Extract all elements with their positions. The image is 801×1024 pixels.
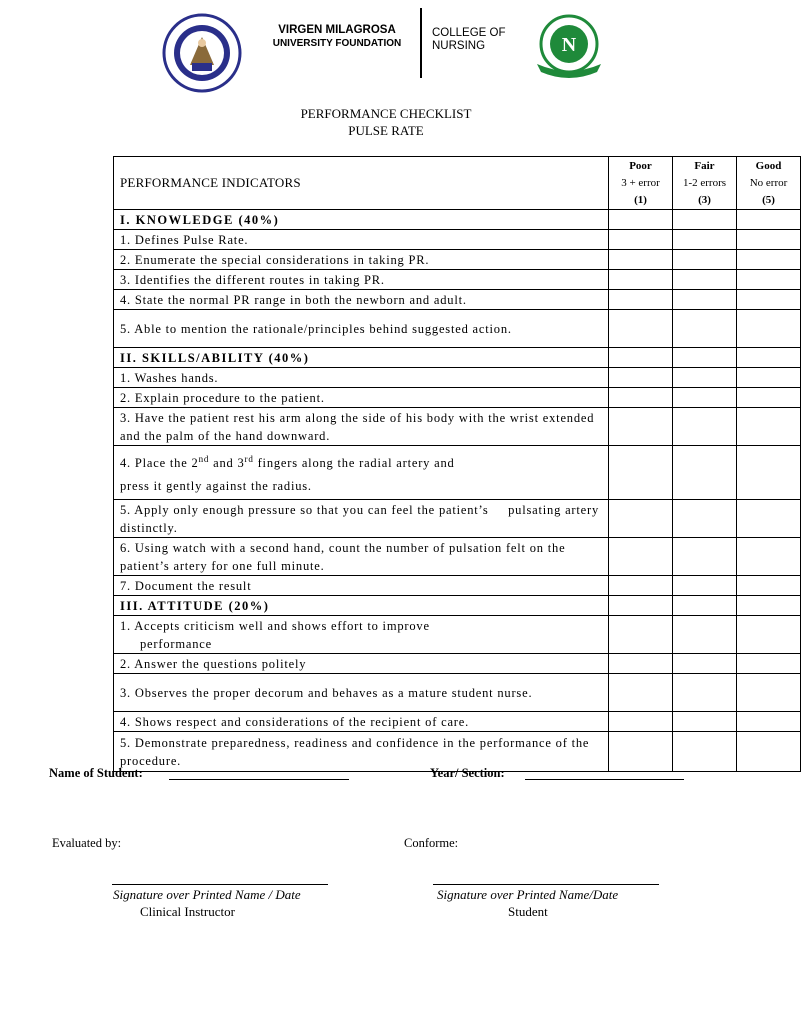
score-cell[interactable] [673,250,737,270]
score-cell[interactable] [737,388,801,408]
indicator-text: 5. Demonstrate preparedness, readiness and confidence in the performance of the procedure. [114,732,609,772]
indicator-text: 1. Washes hands. [114,368,609,388]
conforme-label: Conforme: [404,836,459,850]
college-of-nursing-seal-logo [531,14,607,78]
score-cell[interactable] [673,388,737,408]
indicator-text: 5. Apply only enough pressure so that you can feel the patient’s pulsating artery distinctly. [114,500,609,538]
score-cell[interactable] [609,654,673,674]
score-cell[interactable] [673,408,737,446]
title-line2: PULSE RATE [348,123,424,138]
score-cell[interactable] [737,732,801,772]
college-name-line2: NURSING [432,40,486,52]
student-name-field[interactable] [169,767,349,780]
table-row [114,290,801,310]
score-cell[interactable] [673,348,737,368]
table-row [114,712,801,732]
score-cell[interactable] [609,538,673,576]
document-header [0,0,768,95]
table-header-row [114,157,801,210]
student-signature-caption: Signature over Printed Name/Date [437,887,619,902]
college-name [432,27,506,53]
table-row [114,616,801,654]
score-cell[interactable] [673,500,737,538]
table-row [114,596,801,616]
table-row [114,348,801,368]
table-row [114,250,801,270]
score-cell[interactable] [737,596,801,616]
score-cell[interactable] [609,616,673,654]
indicator-text: 4. Shows respect and considerations of the recipient of care. [114,712,609,732]
score-cell[interactable] [673,538,737,576]
score-cell[interactable] [609,712,673,732]
evaluated-by-label: Evaluated by: [52,836,122,850]
column-header-fair: Fair 1-2 errors (3) [673,157,737,210]
score-cell[interactable] [673,616,737,654]
indicator-text: 5. Able to mention the rationale/principles behind suggested action. [114,310,609,348]
score-cell[interactable] [609,408,673,446]
indicator-text: 6. Using watch with a second hand, count the number of pulsation felt on the patient’s artery for one full minute. [114,538,609,576]
student-name-label: Name of Student: [49,766,143,780]
score-cell[interactable] [737,616,801,654]
score-cell[interactable] [609,348,673,368]
indicator-text: 2. Answer the questions politely [114,654,609,674]
table-row [114,368,801,388]
score-cell[interactable] [609,576,673,596]
table-row [114,654,801,674]
indicator-text: 7. Document the result [114,576,609,596]
score-cell[interactable] [609,310,673,348]
score-cell[interactable] [609,388,673,408]
title-line1: PERFORMANCE CHECKLIST [300,106,472,121]
table-row [114,446,801,500]
score-cell[interactable] [609,230,673,250]
score-cell[interactable] [673,674,737,712]
score-cell[interactable] [737,368,801,388]
svg-text:N: N [561,34,577,56]
indicator-text: 3. Identifies the different routes in taking PR. [114,270,609,290]
score-cell[interactable] [673,446,737,500]
checklist-table-container [113,156,793,766]
score-cell[interactable] [609,368,673,388]
header-divider [420,8,422,78]
table-row [114,674,801,712]
university-name-line1: VIRGEN MILAGROSA [278,24,396,36]
indicator-text: 1. Accepts criticism well and shows effort to improve performance [114,616,609,654]
table-row [114,408,801,446]
score-cell[interactable] [673,368,737,388]
indicator-text: 2. Enumerate the special considerations in taking PR. [114,250,609,270]
score-cell[interactable] [737,310,801,348]
section-heading-skills: II. SKILLS/ABILITY (40%) [114,348,609,368]
score-cell[interactable] [609,732,673,772]
section-heading-attitude: III. ATTITUDE (20%) [114,596,609,616]
score-cell[interactable] [673,654,737,674]
table-row [114,210,801,230]
table-row [114,388,801,408]
score-cell[interactable] [737,270,801,290]
indicator-text-item4: 4. Place the 2nd and 3rd fingers along the radial artery and press it gently against the radius. [114,446,609,500]
checklist-table [113,156,801,772]
score-cell[interactable] [673,576,737,596]
score-cell[interactable] [737,408,801,446]
university-seal-logo [162,13,242,93]
college-name-line1: COLLEGE OF [432,27,506,39]
indicator-text: 3. Have the patient rest his arm along the side of his body with the wrist extended and the palm of the hand downward. [114,408,609,446]
score-cell[interactable] [609,500,673,538]
score-cell[interactable] [737,576,801,596]
section-heading-knowledge: I. KNOWLEDGE (40%) [114,210,609,230]
evaluator-role: Clinical Instructor [140,904,235,919]
table-row [114,230,801,250]
score-cell[interactable] [737,446,801,500]
score-cell[interactable] [737,538,801,576]
score-cell[interactable] [737,654,801,674]
score-cell[interactable] [737,674,801,712]
indicator-text: 2. Explain procedure to the patient. [114,388,609,408]
table-row [114,500,801,538]
score-cell[interactable] [737,500,801,538]
score-cell[interactable] [673,230,737,250]
column-header-poor: Poor 3 + error (1) [609,157,673,210]
column-header-good: Good No error (5) [737,157,801,210]
university-name [262,24,412,50]
document-title [0,105,772,139]
score-cell[interactable] [673,732,737,772]
indicator-text: 1. Defines Pulse Rate. [114,230,609,250]
university-name-line2: UNIVERSITY FOUNDATION [272,38,402,49]
score-cell[interactable] [737,250,801,270]
score-cell[interactable] [737,230,801,250]
score-cell[interactable] [673,712,737,732]
table-row [114,576,801,596]
score-cell[interactable] [609,270,673,290]
evaluator-signature-line[interactable] [112,872,328,885]
score-cell[interactable] [673,270,737,290]
year-section-field[interactable] [525,767,684,780]
student-role: Student [508,904,548,919]
table-row [114,538,801,576]
score-cell[interactable] [609,250,673,270]
score-cell[interactable] [737,210,801,230]
indicator-text: 4. State the normal PR range in both the newborn and adult. [114,290,609,310]
year-section-label: Year/ Section: [430,766,505,780]
score-cell[interactable] [609,210,673,230]
score-cell[interactable] [609,290,673,310]
indicators-header: PERFORMANCE INDICATORS [114,157,609,210]
score-cell[interactable] [673,596,737,616]
score-cell[interactable] [673,210,737,230]
score-cell[interactable] [609,446,673,500]
score-cell[interactable] [737,348,801,368]
table-row [114,270,801,290]
score-cell[interactable] [609,596,673,616]
indicator-text: 3. Observes the proper decorum and behaves as a mature student nurse. [114,674,609,712]
evaluator-signature-caption: Signature over Printed Name / Date [113,887,301,902]
student-signature-line[interactable] [433,872,659,885]
score-cell[interactable] [673,290,737,310]
score-cell[interactable] [737,712,801,732]
table-row [114,310,801,348]
score-cell[interactable] [737,290,801,310]
score-cell[interactable] [673,310,737,348]
score-cell[interactable] [609,674,673,712]
